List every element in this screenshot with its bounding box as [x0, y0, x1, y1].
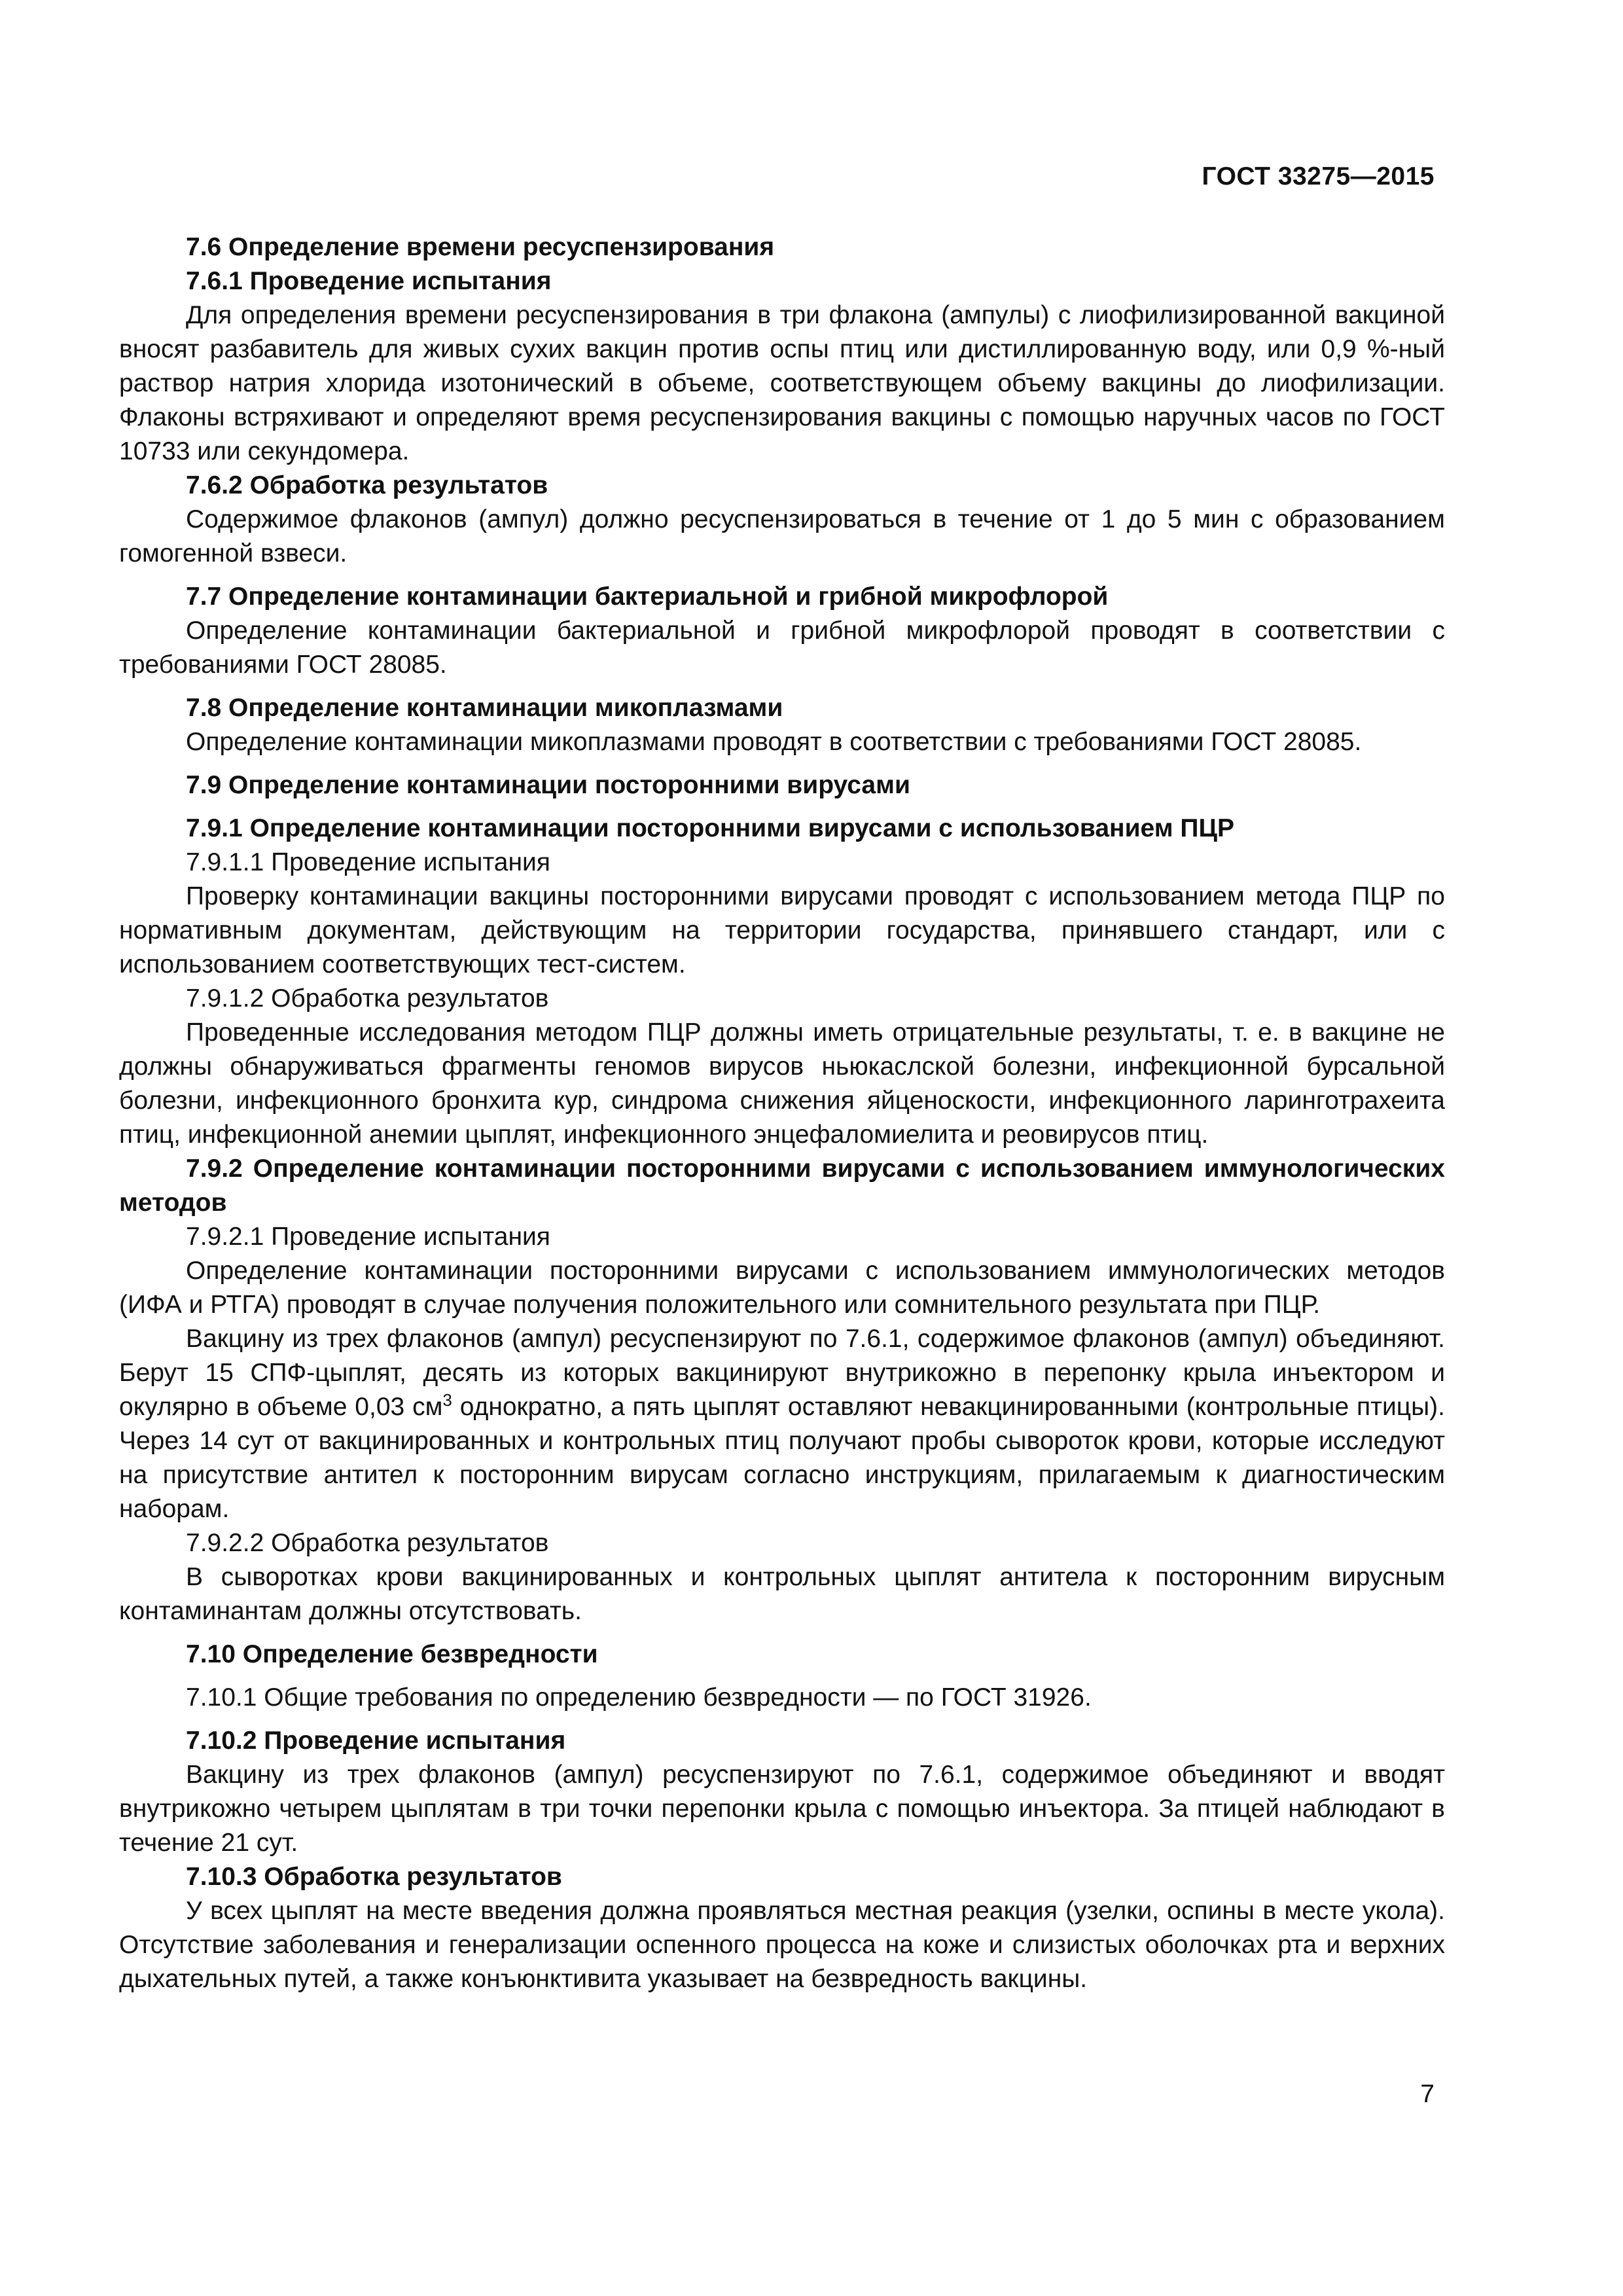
section-7-9-2-1-heading: 7.9.2.1 Проведение испытания: [186, 1223, 550, 1251]
page-number: 7: [1420, 2080, 1435, 2108]
section-7-10-3-heading: 7.10.3 Обработка результатов: [186, 1863, 562, 1891]
section-7-6-1-heading: 7.6.1 Проведение испытания: [186, 267, 552, 295]
section-7-9-1-1-paragraph: Проверку контаминации вакцины посторонними вирусами проводят с использованием метода ПЦР по нормативным документам, действующим на территории государства, принявшего стандарт, или с использованием соответствующих тест-систем.: [119, 882, 1445, 978]
section-7-7-heading: 7.7 Определение контаминации бактериальной и грибной микрофлорой: [186, 583, 1109, 611]
section-7-9-1-1-heading: 7.9.1.1 Проведение испытания: [186, 848, 550, 876]
section-7-6-2-paragraph: Содержимое флаконов (ампул) должно ресуспензироваться в течение от 1 до 5 мин с образованием гомогенной взвеси.: [119, 505, 1445, 567]
section-7-10-1-paragraph: 7.10.1 Общие требования по определению безвредности — по ГОСТ 31926.: [186, 1683, 1092, 1712]
section-7-10-2-heading: 7.10.2 Проведение испытания: [186, 1727, 566, 1755]
section-7-8-paragraph: Определение контаминации микоплазмами проводят в соответствии с требованиями ГОСТ 28085.: [186, 728, 1362, 756]
section-7-7-paragraph: Определение контаминации бактериальной и грибной микрофлорой проводят в соответствии с требованиями ГОСТ 28085.: [119, 617, 1445, 679]
section-7-8-heading: 7.8 Определение контаминации микоплазмами: [186, 694, 783, 722]
section-7-10-2-paragraph: Вакцину из трех флаконов (ампул) ресуспензируют по 7.6.1, содержимое объединяют и вводят внутрикожно четырем цыплятам в три точки перепонки крыла с помощью инъектора. За птицей наблюдают в течение 21 сут.: [119, 1761, 1445, 1857]
cubic-superscript: 3: [442, 1390, 452, 1410]
section-7-9-1-2-heading: 7.9.1.2 Обработка результатов: [186, 984, 549, 1013]
document-body: [119, 230, 1445, 1996]
paragraph-b-text-end: однократно, а пять цыплят оставляют невакцинированными (контрольные птицы). Через 14 сут от вакцинированных и контрольных птиц получают пробы сывороток крови, которые исследуют на присутствие антител к посторонним вирусам согласно инструкциям, прилагаемым к диагностическим наборам.: [119, 1393, 1445, 1523]
section-7-9-1-2-paragraph: Проведенные исследования методом ПЦР должны иметь отрицательные результаты, т. е. в вакцине не должны обнаруживаться фрагменты геномов вирусов ньюкаслской болезни, инфекционной бурсальной болезни, инфекционного бронхита кур, синдрома снижения яйценоскости, инфекционного ларинготрахеита птиц, инфекционной анемии цыплят, инфекционного энцефаломиелита и реовирусов птиц.: [119, 1018, 1445, 1149]
section-7-10-3-paragraph: У всех цыплят на месте введения должна проявляться местная реакция (узелки, оспины в месте укола). Отсутствие заболевания и генерализации оспенного процесса на коже и слизистых оболочках рта и верхних дыхательных путей, а также конъюнктивита указывает на безвредность вакцины.: [119, 1897, 1445, 1993]
section-7-9-2-heading: 7.9.2 Определение контаминации посторонними вирусами с использованием иммунологических методов: [119, 1155, 1445, 1217]
section-7-6-heading: 7.6 Определение времени ресуспензирования: [186, 233, 775, 261]
section-7-6-2-heading: 7.6.2 Обработка результатов: [186, 471, 548, 499]
section-7-9-1-heading: 7.9.1 Определение контаминации посторонними вирусами с использованием ПЦР: [186, 814, 1234, 842]
section-7-9-2-2-heading: 7.9.2.2 Обработка результатов: [186, 1529, 549, 1557]
section-7-6-1-paragraph: Для определения времени ресуспензирования в три флакона (ампулы) с лиофилизированной вакциной вносят разбавитель для живых сухих вакцин против оспы птиц или дистиллированную воду, или 0,9 %-ный раствор натрия хлорида изотонический в объеме, соответствующем объему вакцины до лиофилизации. Флаконы встряхивают и определяют время ресуспензирования вакцины с помощью наручных часов по ГОСТ 10733 или секундомера.: [119, 301, 1445, 465]
section-7-9-2-1-paragraph-a: Определение контаминации посторонними вирусами с использованием иммунологических методов (ИФА и РТГА) проводят в случае получения положительного или сомнительного результата при ПЦР.: [119, 1257, 1445, 1319]
section-7-9-heading: 7.9 Определение контаминации посторонними вирусами: [186, 771, 910, 799]
section-7-10-heading: 7.10 Определение безвредности: [186, 1640, 598, 1668]
section-7-9-2-2-paragraph: В сыворотках крови вакцинированных и контрольных цыплят антитела к посторонним вирусным контаминантам должны отсутствовать.: [119, 1563, 1445, 1625]
section-7-9-2-1-paragraph-b: [119, 1322, 1445, 1526]
document-id-header: ГОСТ 33275—2015: [1202, 162, 1435, 190]
paragraph-b-text-start: Вакцину из трех флаконов (ампул) ресуспензируют по 7.6.1, содержимое флаконов (ампул) объединяют. Берут 15 СПФ-цыплят, десять из которых вакцинируют внутрикожно в перепонку крыла инъектором и окулярно в объеме 0,03 см: [119, 1325, 1445, 1421]
